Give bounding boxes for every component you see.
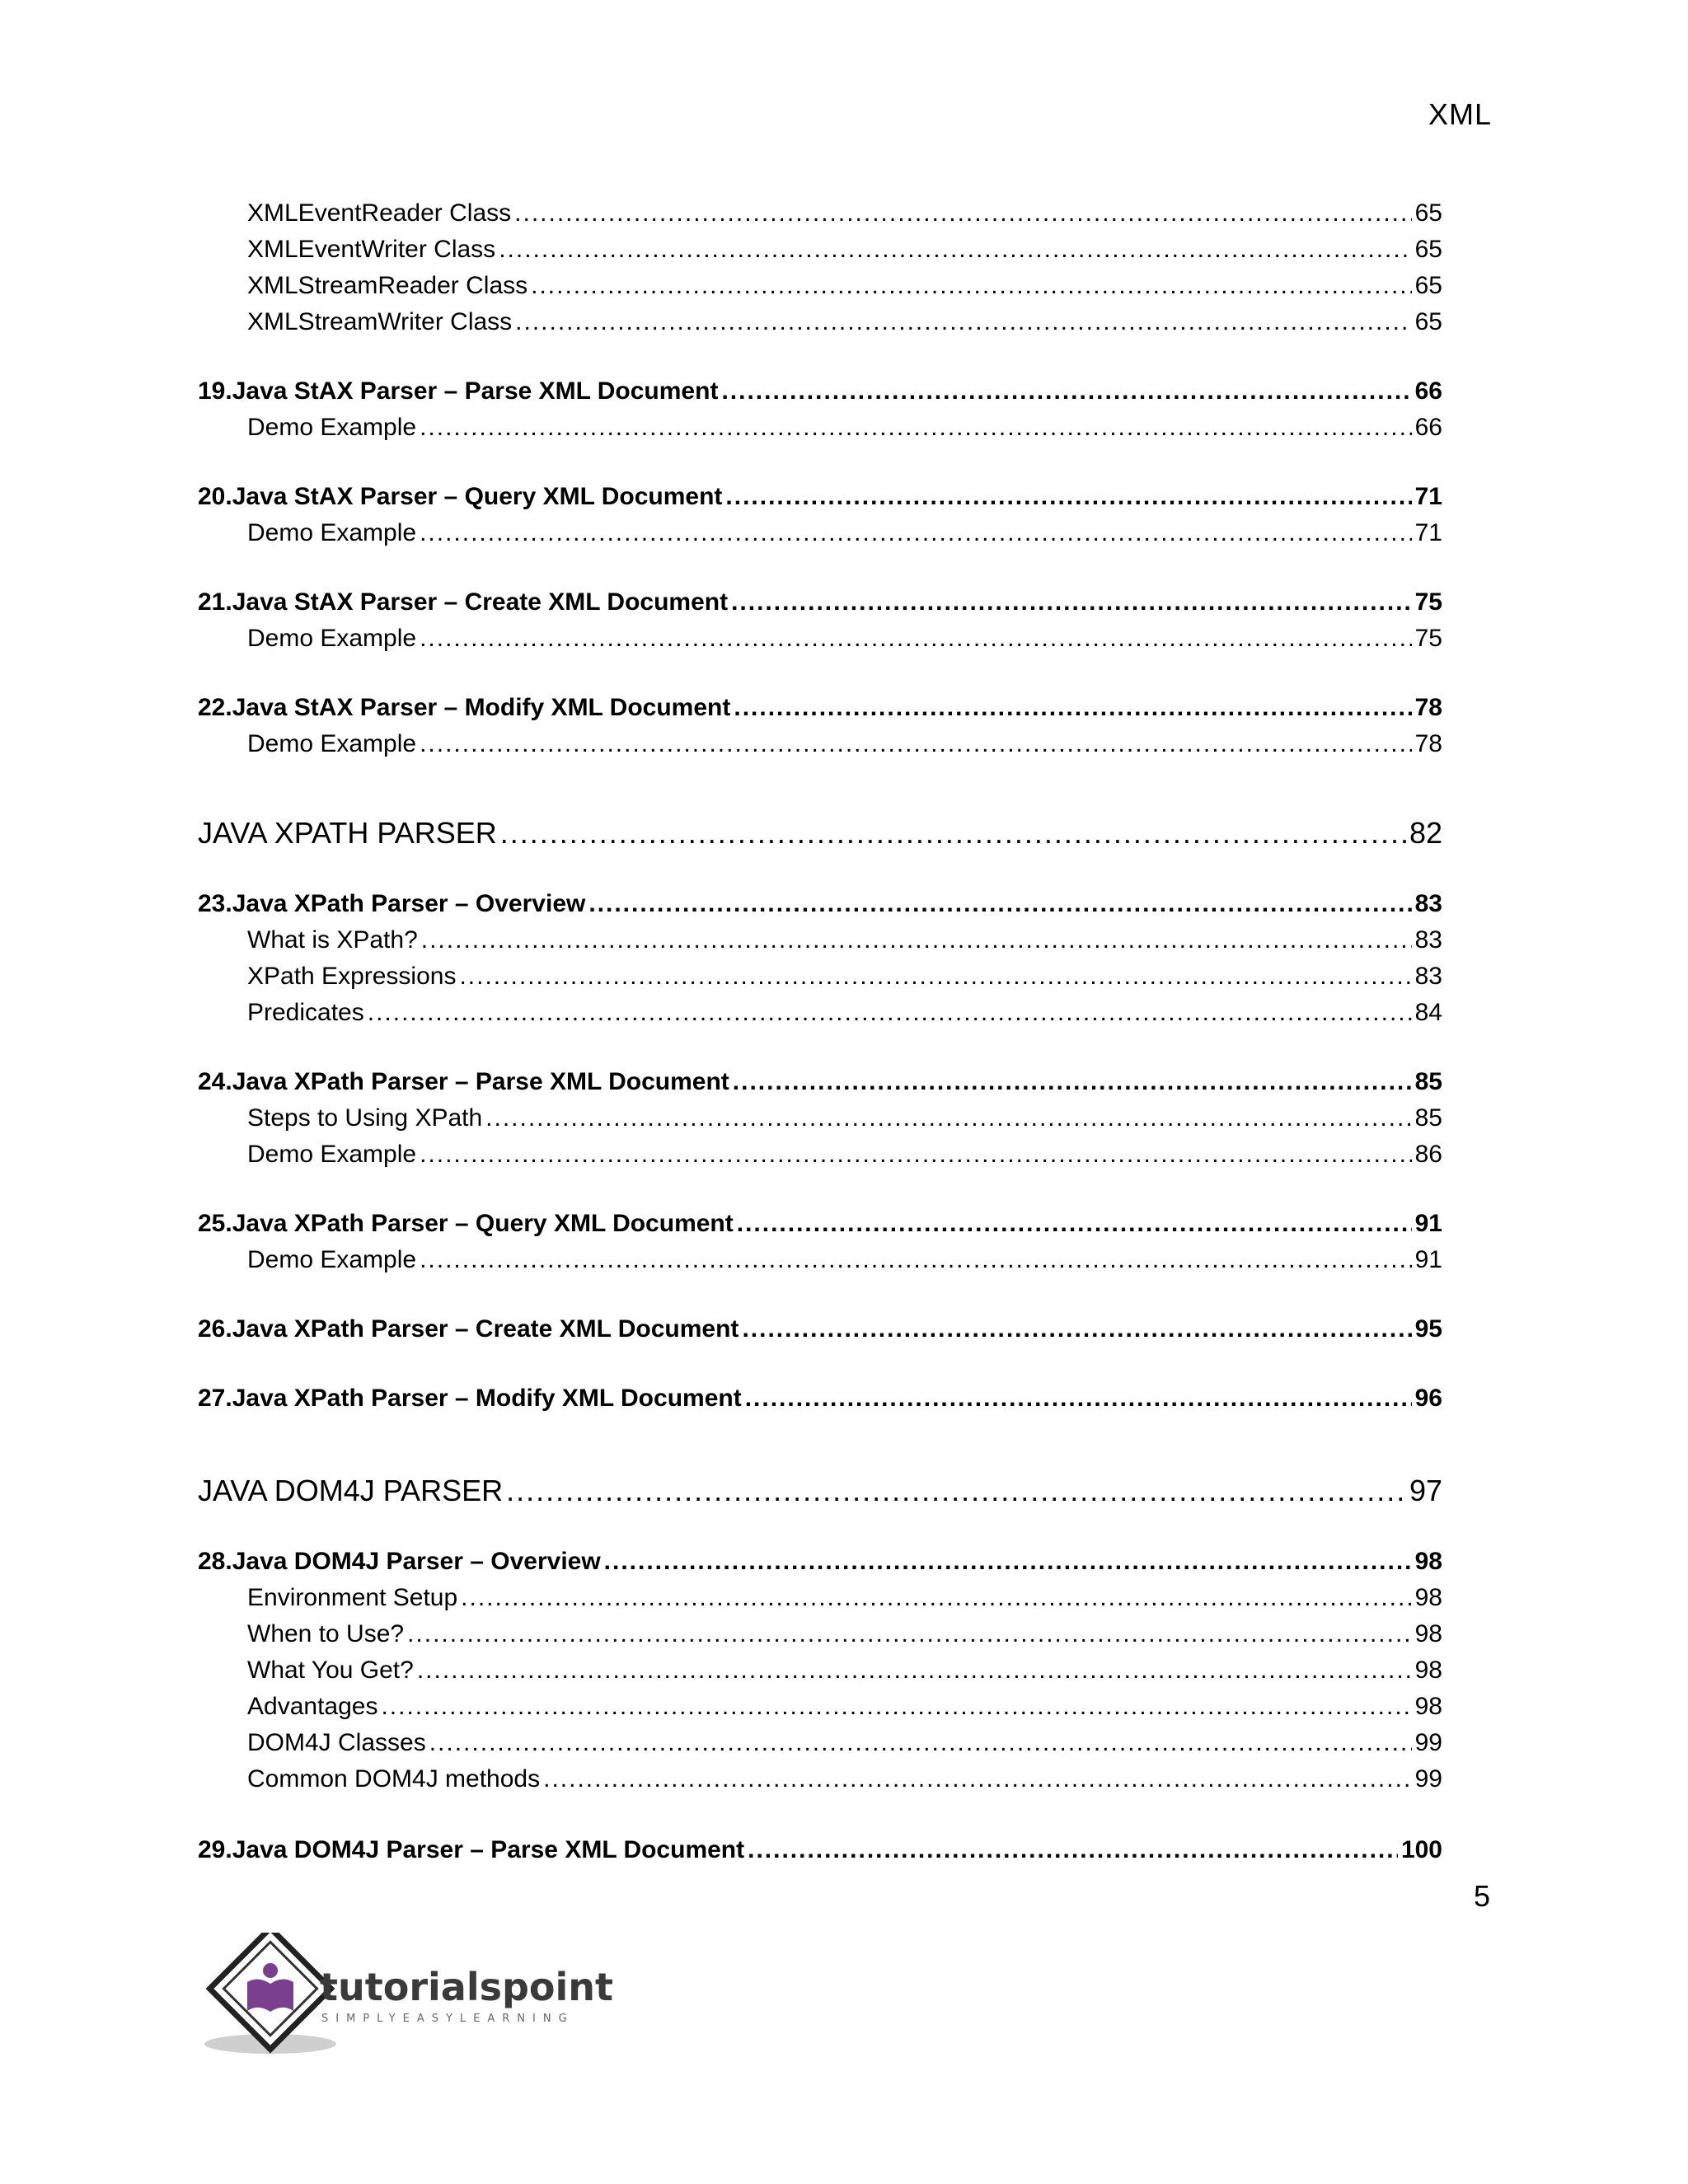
- toc-section-entry[interactable]: [247, 414, 1442, 442]
- toc-chapter-number: 24.: [198, 1068, 232, 1095]
- toc-chapter-entry[interactable]: [198, 1315, 1442, 1343]
- toc-chapter-entry[interactable]: [198, 890, 1442, 918]
- toc-entry-page: 83: [1414, 963, 1442, 990]
- toc-entry-page: 75: [1414, 625, 1442, 652]
- toc-leader-dots: [543, 1765, 1412, 1793]
- toc-entry-label: When to Use?: [247, 1620, 405, 1647]
- toc-section-entry[interactable]: [247, 1693, 1442, 1721]
- toc-leader-dots: [514, 199, 1411, 227]
- toc-leader-dots: [588, 890, 1411, 918]
- toc-leader-dots: [734, 694, 1411, 722]
- toc-leader-dots: [407, 1620, 1412, 1648]
- toc-leader-dots: [515, 308, 1411, 336]
- toc-entry-page: 65: [1414, 199, 1442, 227]
- toc-entry-page: 65: [1414, 236, 1442, 263]
- toc-leader-dots: [420, 625, 1412, 653]
- toc-entry-page: 98: [1414, 1584, 1442, 1611]
- toc-entry-page: 65: [1414, 308, 1442, 335]
- toc-leader-dots: [417, 1657, 1412, 1685]
- toc-leader-dots: [725, 483, 1411, 511]
- toc-section-entry[interactable]: [247, 1141, 1442, 1169]
- toc-entry-label: JAVA DOM4J PARSER: [198, 1474, 504, 1507]
- toc-section-entry[interactable]: [247, 1765, 1442, 1793]
- toc-entry-page: 71: [1414, 519, 1442, 546]
- toc-chapter-entry[interactable]: [198, 1385, 1442, 1413]
- toc-chapter-number: 19.: [198, 377, 232, 405]
- toc-chapter-number: 22.: [198, 694, 232, 721]
- toc-entry-label: XMLEventReader Class: [247, 199, 512, 227]
- toc-chapter-entry[interactable]: [198, 1210, 1442, 1238]
- toc-entry-label: Common DOM4J methods: [247, 1765, 541, 1793]
- toc-entry-page: 85: [1414, 1068, 1442, 1095]
- toc-part-entry[interactable]: [198, 1474, 1442, 1508]
- tutorialspoint-logo: [196, 1933, 625, 2056]
- toc-entry-page: 100: [1400, 1836, 1442, 1863]
- toc-entry-page: 99: [1414, 1765, 1442, 1793]
- toc-entry-page: 98: [1414, 1657, 1442, 1684]
- toc-entry-label: Demo Example: [247, 625, 417, 652]
- toc-entry-label: Demo Example: [247, 1246, 417, 1273]
- toc-entry-page: 66: [1414, 377, 1442, 405]
- toc-section-entry[interactable]: [247, 308, 1442, 336]
- toc-entry-page: 78: [1414, 730, 1442, 757]
- toc-entry-label: Java StAX Parser – Modify XML Document: [232, 694, 731, 721]
- toc-entry-page: 83: [1414, 926, 1442, 954]
- toc-chapter-entry[interactable]: [198, 1836, 1442, 1864]
- toc-entry-page: 71: [1414, 483, 1442, 510]
- toc-chapter-entry[interactable]: [198, 483, 1442, 511]
- toc-leader-dots: [531, 272, 1412, 300]
- toc-entry-page: 75: [1414, 588, 1442, 616]
- toc-chapter-number: 26.: [198, 1315, 232, 1343]
- toc-entry-page: 84: [1414, 999, 1442, 1026]
- toc-section-entry[interactable]: [247, 1657, 1442, 1685]
- toc-entry-page: 86: [1414, 1141, 1442, 1168]
- toc-leader-dots: [499, 236, 1411, 264]
- logo-tagline: SIMPLYEASYLEARNING: [321, 2013, 574, 2025]
- toc-entry-label: XMLStreamWriter Class: [247, 308, 513, 335]
- toc-section-entry[interactable]: [247, 625, 1442, 653]
- toc-chapter-entry[interactable]: [198, 588, 1442, 616]
- toc-section-entry[interactable]: [247, 1104, 1442, 1132]
- toc-leader-dots: [500, 816, 1406, 851]
- toc-entry-label: XPath Expressions: [247, 963, 457, 990]
- toc-entry-page: 78: [1414, 694, 1442, 721]
- toc-section-entry[interactable]: [247, 1729, 1442, 1757]
- toc-entry-label: Java DOM4J Parser – Overview: [232, 1548, 601, 1575]
- toc-leader-dots: [368, 999, 1412, 1027]
- toc-section-entry[interactable]: [247, 272, 1442, 300]
- toc-leader-dots: [429, 1729, 1412, 1757]
- toc-leader-dots: [745, 1385, 1412, 1413]
- toc-section-entry[interactable]: [247, 1620, 1442, 1648]
- toc-entry-label: What is XPath?: [247, 926, 418, 954]
- toc-entry-label: Java XPath Parser – Query XML Document: [232, 1210, 734, 1237]
- toc-chapter-number: 21.: [198, 588, 232, 616]
- toc-entry-label: DOM4J Classes: [247, 1729, 426, 1756]
- running-header: XML: [1428, 97, 1492, 131]
- toc-leader-dots: [506, 1474, 1406, 1508]
- toc-entry-page: 83: [1414, 890, 1442, 917]
- toc-leader-dots: [421, 926, 1412, 954]
- toc-section-entry[interactable]: [247, 963, 1442, 991]
- toc-leader-dots: [420, 519, 1412, 547]
- toc-leader-dots: [742, 1315, 1411, 1343]
- toc-leader-dots: [731, 588, 1412, 616]
- toc-leader-dots: [737, 1210, 1412, 1238]
- toc-entry-label: XMLStreamReader Class: [247, 272, 528, 299]
- toc-entry-page: 96: [1414, 1385, 1442, 1412]
- toc-entry-page: 98: [1414, 1693, 1442, 1720]
- toc-entry-page: 98: [1414, 1548, 1442, 1575]
- toc-leader-dots: [420, 1141, 1412, 1169]
- toc-section-entry[interactable]: [247, 1246, 1442, 1274]
- toc-entry-label: Java XPath Parser – Modify XML Document: [232, 1385, 742, 1412]
- toc-entry-page: 99: [1414, 1729, 1442, 1756]
- toc-leader-dots: [381, 1693, 1411, 1721]
- toc-section-entry[interactable]: [247, 926, 1442, 954]
- toc-leader-dots: [733, 1068, 1412, 1096]
- toc-entry-page: 97: [1409, 1474, 1442, 1507]
- toc-section-entry[interactable]: [247, 199, 1442, 227]
- toc-leader-dots: [420, 414, 1412, 442]
- logo-wordmark: tutorialspoint: [320, 1965, 614, 2009]
- toc-chapter-number: 28.: [198, 1548, 232, 1575]
- toc-chapter-entry[interactable]: [198, 1548, 1442, 1576]
- toc-entry-label: What You Get?: [247, 1657, 414, 1684]
- page-number: 5: [1473, 1879, 1490, 1913]
- toc-part-entry[interactable]: [198, 816, 1442, 851]
- toc-leader-dots: [604, 1548, 1412, 1576]
- toc-entry-label: Advantages: [247, 1693, 378, 1720]
- toc-entry-page: 66: [1414, 414, 1442, 441]
- toc-chapter-number: 29.: [198, 1836, 232, 1863]
- toc-entry-label: Java StAX Parser – Parse XML Document: [232, 377, 719, 405]
- toc-leader-dots: [420, 1246, 1412, 1274]
- toc-leader-dots: [485, 1104, 1411, 1132]
- toc-entry-label: Demo Example: [247, 519, 417, 546]
- toc-section-entry[interactable]: [247, 730, 1442, 758]
- toc-chapter-number: 20.: [198, 483, 232, 510]
- toc-entry-label: Java XPath Parser – Create XML Document: [232, 1315, 739, 1343]
- toc-chapter-number: 25.: [198, 1210, 232, 1237]
- toc-entry-label: Java StAX Parser – Query XML Document: [232, 483, 723, 510]
- toc-entry-page: 98: [1414, 1620, 1442, 1647]
- toc-leader-dots: [748, 1836, 1398, 1864]
- toc-leader-dots: [721, 377, 1411, 405]
- toc-entry-page: 85: [1414, 1104, 1442, 1132]
- toc-leader-dots: [461, 1584, 1411, 1612]
- toc-section-entry[interactable]: [247, 236, 1442, 264]
- toc-entry-page: 91: [1414, 1246, 1442, 1273]
- toc-chapter-number: 23.: [198, 890, 232, 917]
- toc-chapter-entry[interactable]: [198, 1068, 1442, 1096]
- toc-section-entry[interactable]: [247, 1584, 1442, 1612]
- toc-entry-page: 95: [1414, 1315, 1442, 1343]
- toc-chapter-entry[interactable]: [198, 694, 1442, 722]
- toc-entry-page: 91: [1414, 1210, 1442, 1237]
- toc-chapter-entry[interactable]: [198, 377, 1442, 405]
- toc-chapter-number: 27.: [198, 1385, 232, 1412]
- toc-entry-label: Steps to Using XPath: [247, 1104, 483, 1132]
- toc-entry-label: Java XPath Parser – Parse XML Document: [232, 1068, 729, 1095]
- toc-entry-label: Demo Example: [247, 730, 417, 757]
- toc-entry-label: Predicates: [247, 999, 364, 1026]
- toc-entry-label: Environment Setup: [247, 1584, 458, 1611]
- toc-entry-page: 65: [1414, 272, 1442, 299]
- toc-section-entry[interactable]: [247, 999, 1442, 1027]
- toc-entry-label: XMLEventWriter Class: [247, 236, 496, 263]
- toc-entry-label: Java XPath Parser – Overview: [232, 890, 586, 917]
- toc-leader-dots: [420, 730, 1412, 758]
- toc-entry-label: Demo Example: [247, 414, 417, 441]
- toc-entry-label: JAVA XPATH PARSER: [198, 816, 497, 850]
- toc-entry-page: 82: [1409, 816, 1442, 850]
- toc-entry-label: Java StAX Parser – Create XML Document: [232, 588, 729, 616]
- toc-section-entry[interactable]: [247, 519, 1442, 547]
- toc-entry-label: Demo Example: [247, 1141, 417, 1168]
- toc-entry-label: Java DOM4J Parser – Parse XML Document: [232, 1836, 745, 1863]
- toc-leader-dots: [459, 963, 1411, 991]
